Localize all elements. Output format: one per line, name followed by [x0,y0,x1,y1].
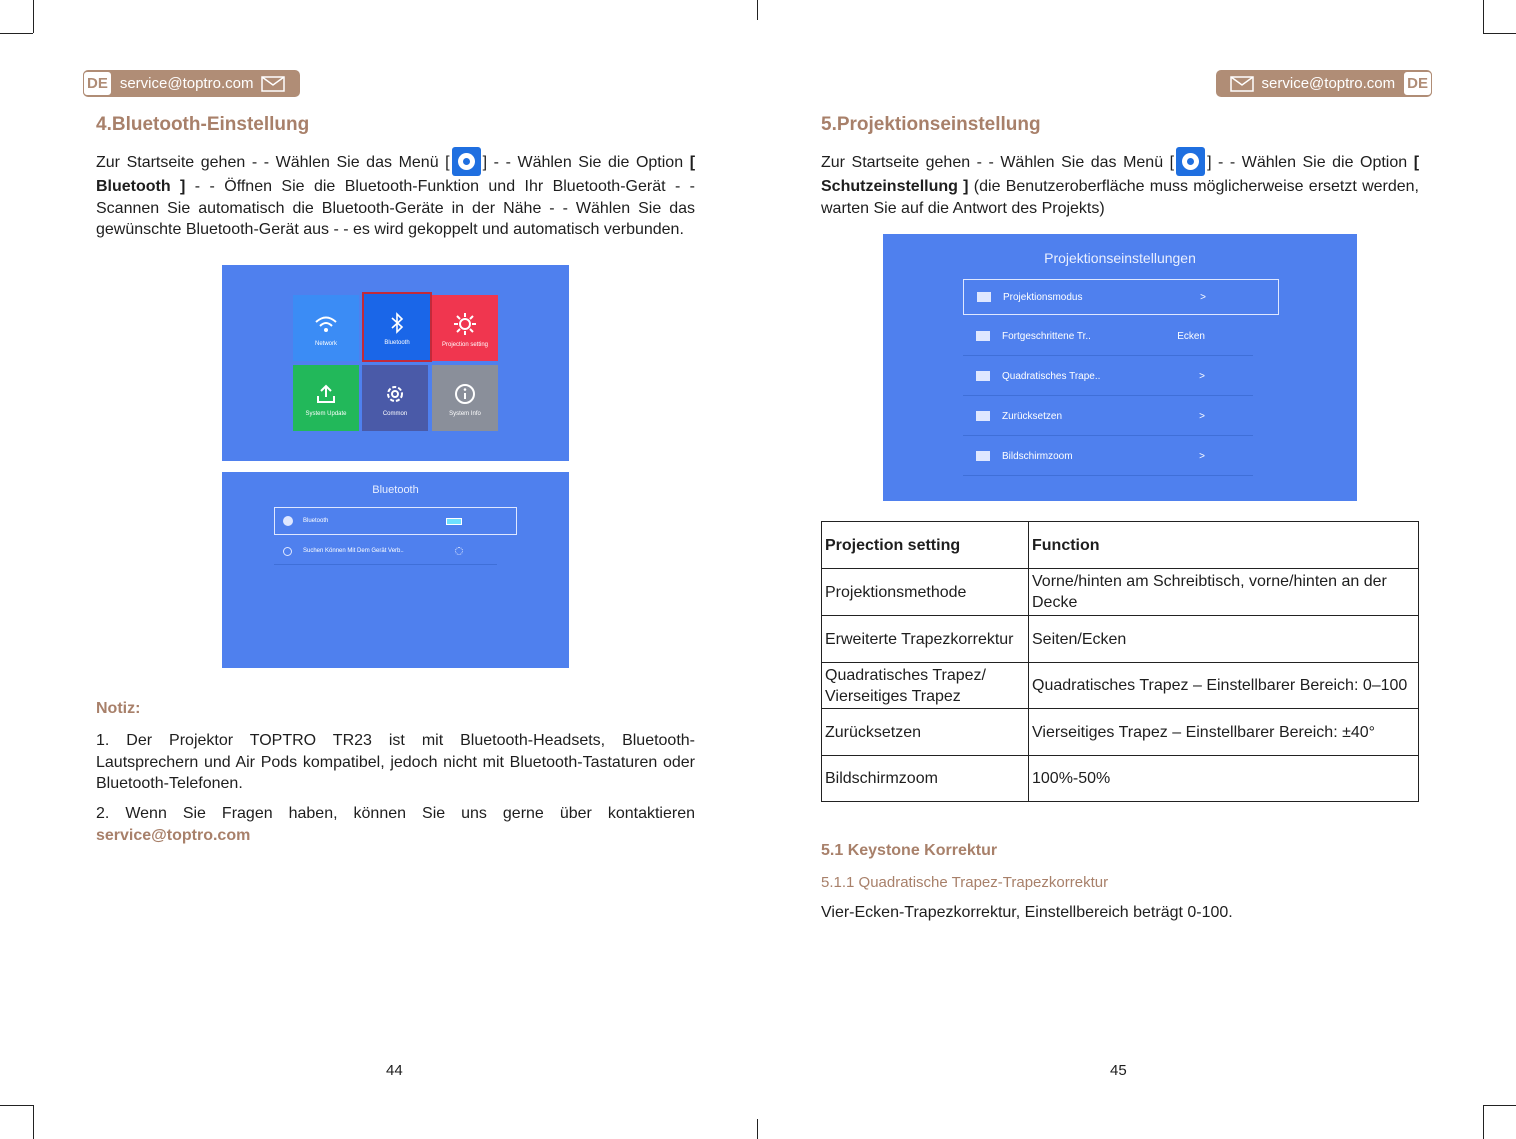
tile-label: System Update [305,411,347,417]
page-header-right [1216,70,1432,97]
page-number: 45 [1110,1062,1127,1079]
subsubsection-title: 5.1.1 Quadratische Trapez-Trapezkorrektur [821,874,1109,891]
advanced-keystone-row[interactable] [963,317,1253,356]
table-cell: Quadratisches Trapez/ Vierseitiges Trapez [822,663,1029,709]
row-label: Projektionsmodus [1003,291,1083,303]
table-row [822,616,1419,663]
screen-zoom-row[interactable] [963,437,1253,476]
sun-icon [453,312,477,336]
note-2 [96,803,695,846]
tile-common[interactable] [362,365,428,431]
chevron-right-icon: > [1199,410,1205,422]
row-value: Ecken [1177,330,1205,342]
section-title: 4.Bluetooth-Einstellung [96,114,310,135]
table-cell: Erweiterte Trapezkorrektur [822,616,1029,663]
tile-label: Common [382,411,408,417]
crop-mark [1483,1105,1484,1139]
table-row [822,709,1419,756]
chevron-right-icon: > [1199,450,1205,462]
tile-projection-setting[interactable] [432,295,498,361]
tile-system-info[interactable] [432,365,498,431]
table-cell: Quadratisches Trapez – Einstellbarer Bereich: 0–100 [1029,663,1419,709]
crop-mark [757,1119,758,1139]
table-cell: Vierseitiges Trapez – Einstellbarer Bereich: ±40° [1029,709,1419,756]
row-icon [976,411,990,421]
row-icon [976,331,990,341]
intro-text: - - Öffnen Sie die Bluetooth-Funktion und Ihr Bluetooth-Gerät - - Scannen Sie automatisch die Bluetooth-Geräte in der Nähe - - Wählen Sie das gewünschte Bluetooth-Gerät aus - - es wird gekoppelt und automatisch verbunden. [96,178,696,238]
search-icon [283,547,292,556]
table-row [822,756,1419,802]
row-label: Bluetooth [303,518,329,524]
gear-icon [384,383,406,405]
table-header: Function [1029,522,1419,569]
note-1: 1. Der Projektor TOPTRO TR23 ist mit Bluetooth-Headsets, Bluetooth-Lautsprechern und Air Pods kompatibel, jedoch nicht mit Bluetooth-Tastaturen oder Bluetooth-Telefonen. [96,732,695,792]
envelope-icon [261,76,285,92]
row-label: Fortgeschrittene Tr.. [1002,330,1091,342]
row-label: Quadratisches Trape.. [1002,370,1101,382]
toggle-switch[interactable] [446,518,462,525]
tile-network[interactable] [293,295,359,361]
wifi-icon [313,313,339,335]
tile-bluetooth[interactable] [362,292,432,362]
option-bracket: [ [689,154,696,171]
bluetooth-icon [390,312,404,334]
header-email[interactable]: service@toptro.com [119,75,254,92]
chevron-right-icon: > [1199,370,1205,382]
language-badge: DE [83,71,112,96]
intro-text: Zur Startseite gehen - - Wählen Sie das Menü [ [96,154,450,171]
bluetooth-toggle-row[interactable] [274,507,517,535]
envelope-icon [1230,76,1254,92]
subsection-text: Vier-Ecken-Trapezkorrektur, Einstellbereich beträgt 0-100. [821,904,1233,921]
row-icon [977,292,991,302]
table-cell: 100%-50% [1029,756,1419,802]
table-cell: Zurücksetzen [822,709,1029,756]
reset-row[interactable] [963,397,1253,436]
square-keystone-row[interactable] [963,357,1253,396]
subsection-title: 5.1 Keystone Korrektur [821,842,998,859]
intro-text: (die Benutzeroberfläche muss möglicherweise ersetzt werden, warten Sie auf die Antwort des Projekts) [821,178,1420,217]
option-name: [ Schutzeinstellung ] [821,154,1420,195]
table-header: Projection setting [822,522,1029,569]
note-title: Notiz: [96,700,141,717]
tile-system-update[interactable] [293,365,359,431]
tile-label: Network [314,341,337,347]
page-header-left [83,70,300,97]
info-icon [454,383,476,405]
row-icon [976,451,990,461]
screen-title: Bluetooth [372,484,419,496]
table-row [822,663,1419,709]
table-cell: Vorne/hinten am Schreibtisch, vorne/hinten an der Decke [1029,569,1419,616]
note-2-text: 2. Wenn Sie Fragen haben, können Sie uns gerne über kontaktieren [96,805,695,822]
bluetooth-circle-icon [283,516,293,526]
search-devices-row[interactable] [274,538,497,565]
loading-spinner-icon [455,547,463,555]
intro-paragraph [96,147,695,241]
menu-screenshot [222,265,569,461]
row-label: Bildschirmzoom [1002,450,1073,462]
table-cell: Projektionsmethode [822,569,1029,616]
chevron-right-icon: > [1200,291,1206,303]
crop-mark [1483,33,1516,34]
intro-paragraph [821,147,1419,219]
upload-icon [315,383,337,405]
row-icon [976,371,990,381]
tile-label: System Info [449,411,481,417]
tile-label: Bluetooth [384,340,410,346]
settings-table [821,521,1419,802]
crop-mark [1483,1105,1516,1106]
crop-mark [33,0,34,33]
table-cell: Bildschirmzoom [822,756,1029,802]
crop-mark [0,1105,33,1106]
header-email[interactable]: service@toptro.com [1261,75,1396,92]
table-header-row [822,522,1419,569]
table-row [822,569,1419,616]
crop-mark [1483,0,1484,33]
row-label: Suchen Können Mit Dem Gerät Verb.. [303,548,404,554]
table-cell: Seiten/Ecken [1029,616,1419,663]
projection-settings-screenshot [883,234,1357,501]
crop-mark [0,33,33,34]
settings-gear-icon [452,147,481,176]
crop-mark [33,1105,34,1139]
page-number: 44 [386,1062,403,1079]
option-name: Bluetooth ] [96,178,186,195]
tile-label: Projection setting [441,342,489,348]
projection-mode-row[interactable] [963,279,1279,315]
section-title: 5.Projektionseinstellung [821,114,1041,135]
intro-text: ] - - Wählen Sie die Option [1207,154,1408,171]
intro-text: ] - - Wählen Sie die Option [482,154,684,171]
intro-text: Zur Startseite gehen - - Wählen Sie das Menü [ [821,154,1175,171]
language-badge: DE [1403,71,1432,96]
settings-gear-icon [1176,147,1205,176]
contact-email-link[interactable]: service@toptro.com [96,826,251,844]
screen-title: Projektionseinstellungen [1044,250,1196,266]
row-label: Zurücksetzen [1002,410,1063,422]
crop-mark [757,0,758,20]
bluetooth-screenshot [222,472,569,668]
